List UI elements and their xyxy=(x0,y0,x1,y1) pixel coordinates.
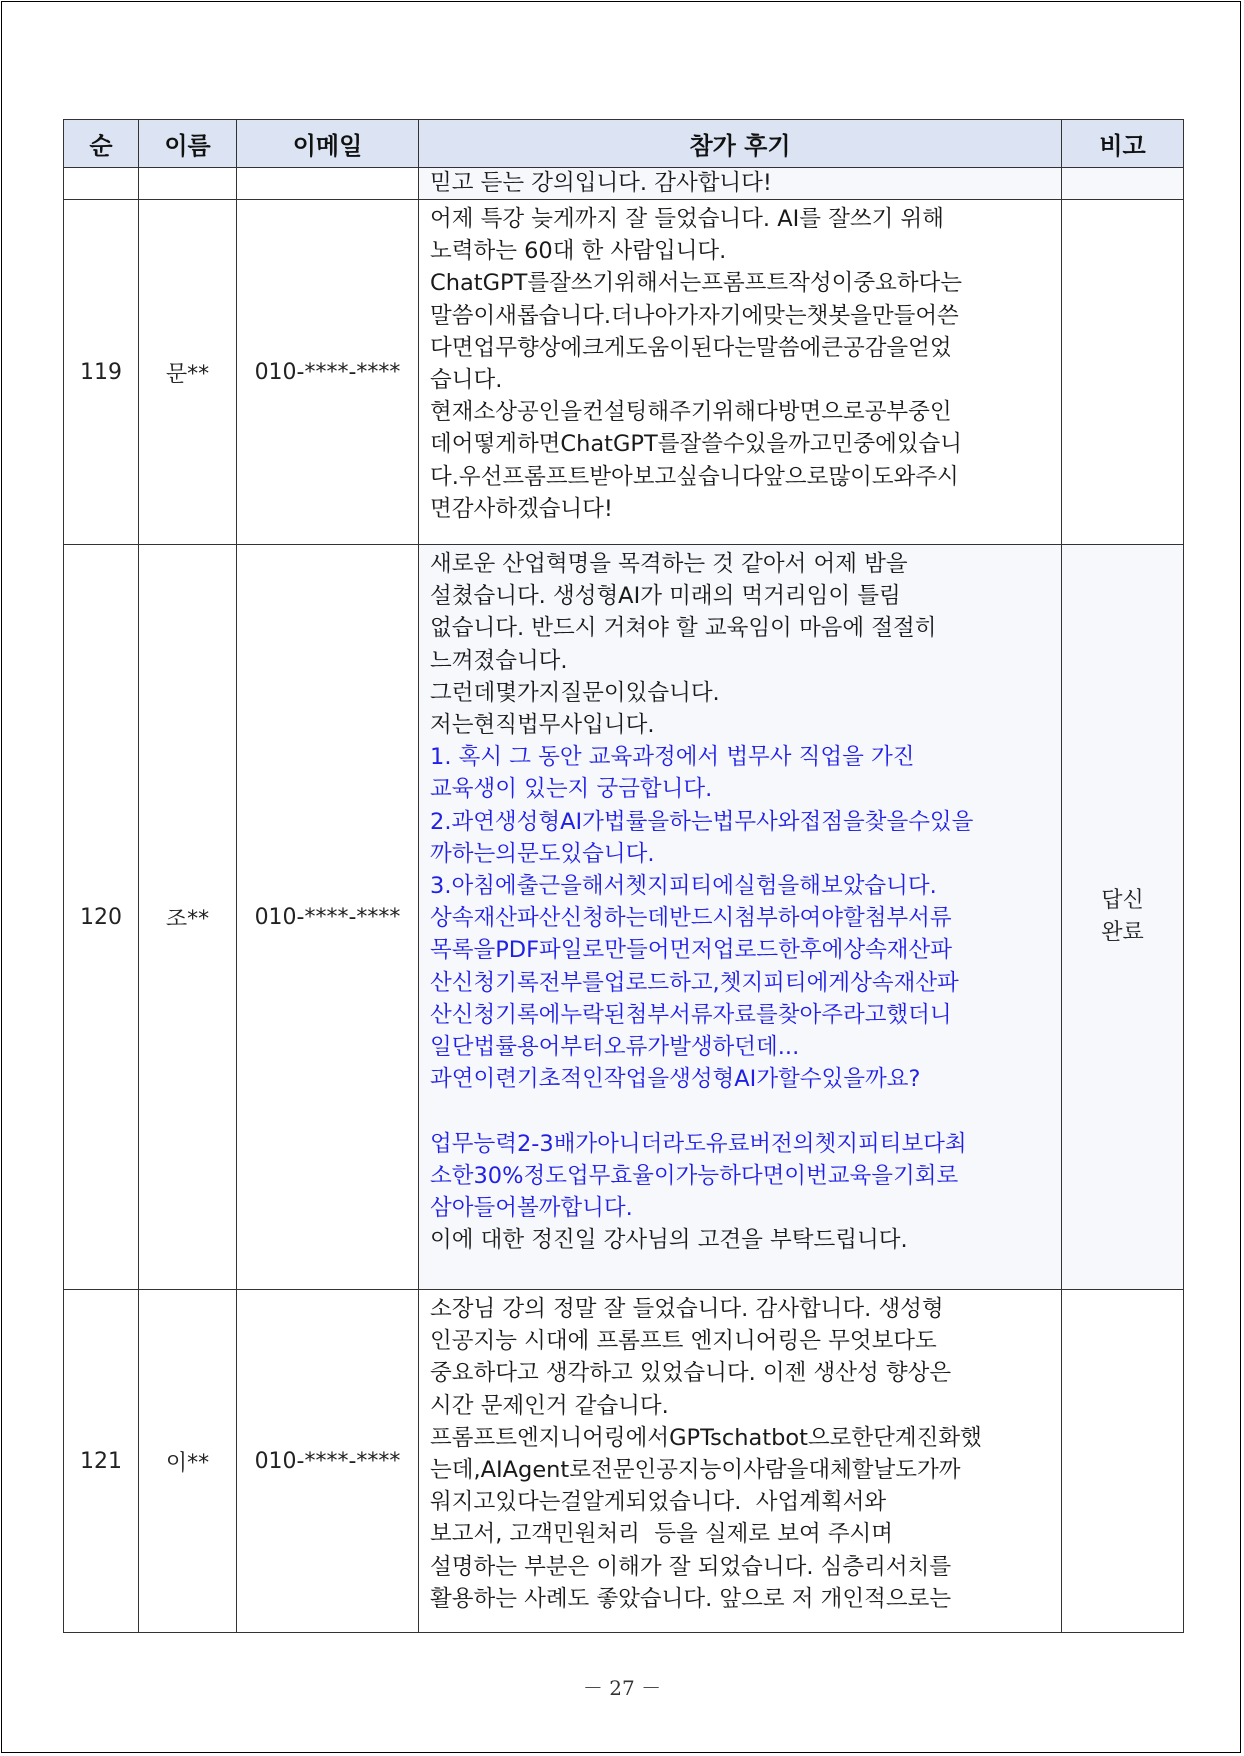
review-cell xyxy=(419,168,1062,200)
review-line: 일단법률용어부터오류가발생하던데... xyxy=(430,1034,800,1061)
review-line: 다.우선프롬프트받아보고싶습니다앞으로많이도와주시 xyxy=(430,463,959,490)
note-line: 답신 xyxy=(1101,888,1144,913)
review-line: 교육생이 있는지 궁금합니다. xyxy=(430,776,713,803)
review-cell xyxy=(419,200,1062,545)
review-line: 면감사하겠습니다! xyxy=(430,495,613,522)
review-cell xyxy=(419,1290,1062,1633)
participant-name: 문** xyxy=(139,200,237,545)
review-line xyxy=(430,1095,1051,1127)
note-cell xyxy=(1062,545,1184,1290)
review-line: 목록을PDF파일로만들어먼저업로드한후에상속재산파 xyxy=(430,937,953,964)
header-no: 순 xyxy=(64,120,139,168)
review-line: 다면업무향상에크게도움이된다는말씀에큰공감을얻었 xyxy=(430,334,952,361)
cont-name-cell xyxy=(139,168,237,200)
review-line: 는데,AIAgent로전문인공지능이사람을대체할날도가까 xyxy=(430,1457,961,1484)
review-line: 활용하는 사례도 좋았습니다. 앞으로 저 개인적으로는 xyxy=(430,1585,952,1612)
table-row xyxy=(64,1290,1184,1633)
review-line: 없습니다. 반드시 거쳐야 할 교육임이 마음에 절절히 xyxy=(430,615,937,642)
review-line: 이에 대한 정진일 강사님의 고견을 부탁드립니다. xyxy=(430,1227,908,1254)
review-line: 그런데몇가지질문이있습니다. xyxy=(430,679,720,706)
participant-name: 이** xyxy=(139,1290,237,1633)
review-line: 산신청기록전부를업로드하고,쳇지피티에게상속재산파 xyxy=(430,969,959,996)
header-name: 이름 xyxy=(139,120,237,168)
review-line: ChatGPT를잘쓰기위해서는프롬프트작성이중요하다는 xyxy=(430,270,963,297)
participant-email: 010-****-**** xyxy=(237,200,419,545)
header-row xyxy=(64,120,1184,168)
row-number: 121 xyxy=(64,1290,139,1633)
review-line: 데어떻게하면ChatGPT를잘쓸수있을까고민중에있습니 xyxy=(430,431,963,458)
table-row-continued xyxy=(64,168,1184,200)
table-row xyxy=(64,200,1184,545)
review-line: 3.아침에출근을해서쳇지피티에실험을해보았습니다. xyxy=(430,873,937,900)
review-line: 소한30%정도업무효율이가능하다면이번교육을기회로 xyxy=(430,1162,959,1189)
review-line: 1. 혹시 그 동안 교육과정에서 법무사 직업을 가진 xyxy=(430,744,915,771)
row-number: 120 xyxy=(64,545,139,1290)
review-line: 인공지능 시대에 프롬프트 엔지니어링은 무엇보다도 xyxy=(430,1328,937,1355)
cont-no-cell xyxy=(64,168,139,200)
review-line: 노력하는 60대 한 사람입니다. xyxy=(430,238,727,265)
review-line: 새로운 산업혁명을 목격하는 것 같아서 어제 밤을 xyxy=(430,551,908,577)
review-line: 시간 문제인거 같습니다. xyxy=(430,1392,669,1419)
review-line: 과연이련기초적인작업을생성형AI가할수있을까요? xyxy=(430,1066,921,1093)
review-line: 중요하다고 생각하고 있었습니다. 이젠 생산성 향상은 xyxy=(430,1360,952,1387)
review-line: 삼아들어볼까합니다. xyxy=(430,1195,633,1222)
review-line: 저는현직법무사입니다. xyxy=(430,712,655,739)
participant-email: 010-****-**** xyxy=(237,545,419,1290)
participant-name: 조** xyxy=(139,545,237,1290)
review-line: 보고서, 고객민원처리 등을 실제로 보여 주시며 xyxy=(430,1521,894,1548)
review-line: 설명하는 부분은 이해가 잘 되었습니다. 심층리서치를 xyxy=(430,1553,952,1580)
participant-email: 010-****-**** xyxy=(237,1290,419,1633)
header-email: 이메일 xyxy=(237,120,419,168)
review-table xyxy=(63,119,1184,1633)
note-line: 완료 xyxy=(1101,920,1144,945)
review-line: 설쳤습니다. 생성형AI가 미래의 먹거리임이 틀림 xyxy=(430,583,901,610)
review-line: 말씀이새롭습니다.더나아가자기에맞는챗봇을만들어쓴 xyxy=(430,302,959,329)
note-cell xyxy=(1062,1290,1184,1633)
review-line: 믿고 듣는 강의입니다. 감사합니다! xyxy=(430,170,772,196)
review-line: 프롬프트엔지니어링에서GPTschatbot으로한단계진화했 xyxy=(430,1424,982,1451)
note-cell xyxy=(1062,200,1184,545)
review-line: 2.과연생성형AI가법률을하는법무사와접점을찾을수있을 xyxy=(430,808,974,835)
review-line: 워지고있다는걸알게되었습니다. 사업계획서와 xyxy=(430,1489,887,1516)
review-line: 소장님 강의 정말 잘 들었습니다. 감사합니다. 생성형 xyxy=(430,1296,944,1322)
review-line: 업무능력2-3배가아니더라도유료버전의쳇지피티보다최 xyxy=(430,1130,967,1157)
row-number: 119 xyxy=(64,200,139,545)
review-line: 느껴졌습니다. xyxy=(430,647,568,674)
cont-note-cell xyxy=(1062,168,1184,200)
header-review: 참가 후기 xyxy=(419,120,1062,168)
table-row xyxy=(64,545,1184,1290)
page-number: － 27 － xyxy=(582,1676,662,1700)
review-line: 어제 특강 늦게까지 잘 들었습니다. AI를 잘쓰기 위해 xyxy=(430,206,944,232)
review-line: 산신청기록에누락된첨부서류자료를찾아주라고했더니 xyxy=(430,1001,952,1028)
review-line: 현재소상공인을컨설팅해주기위해다방면으로공부중인 xyxy=(430,399,952,426)
review-cell xyxy=(419,545,1062,1290)
review-line: 까하는의문도있습니다. xyxy=(430,840,655,867)
cont-email-cell xyxy=(237,168,419,200)
review-line: 습니다. xyxy=(430,367,503,394)
header-note: 비고 xyxy=(1062,120,1184,168)
review-line: 상속재산파산신청하는데반드시첨부하여야할첨부서류 xyxy=(430,905,952,932)
